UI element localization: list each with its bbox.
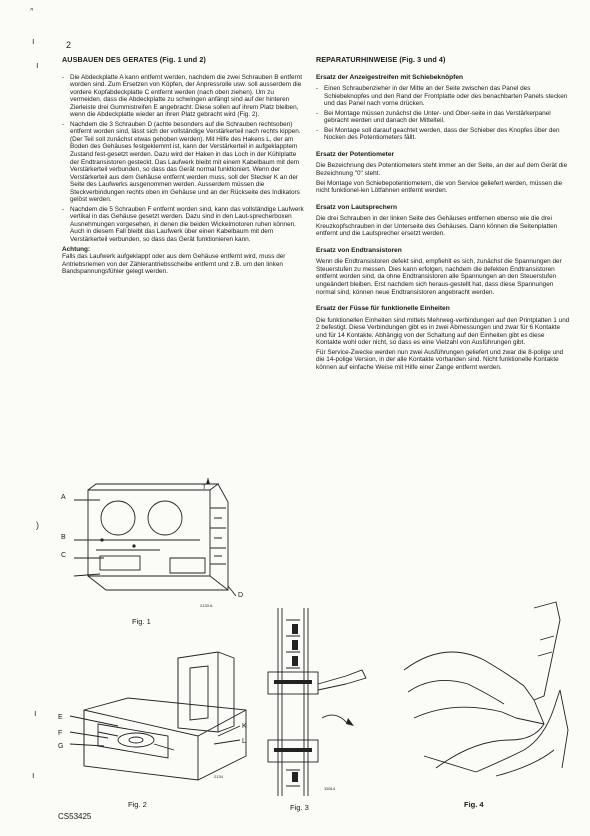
fig4-caption: Fig. 4	[464, 800, 484, 809]
fig1-label-t: T	[202, 484, 207, 491]
section-para: Die drei Schrauben in der linken Seite des Gehäuses entfernen ebenso wie die drei Kreuzkopfschrauben in der Unterseite des Gehäuses. Dann können die Seitenplatten entfernt und die Lautsprecher ersetzt werden.	[316, 215, 558, 238]
fig1-label-d: D	[238, 592, 244, 599]
fig2-caption: Fig. 2	[128, 800, 147, 809]
left-column	[62, 56, 306, 276]
left-item: - Nachdem die 5 Schrauben F entfernt worden sind, kann das vollständige Laufwerk vertikal in das Gehäuse gesetzt werden. Dazu sind in den Laut-sprecherboxen Ausnehmungen vorgesehen, in denen die beiden Wickelmotoren ruhen können. Auch in diesem Fall bleibt das Laufwerk über einen Kabelbaum mit dem Verstärkerteil verbunden, so dass das Gerät funktionieren kann.	[62, 206, 306, 244]
figure-3-drawing	[262, 600, 382, 800]
figure-4-drawing	[384, 600, 574, 795]
fig2-label-g: G	[58, 743, 64, 750]
note-title: Achtung:	[62, 245, 91, 253]
section-item: - Bei Montage müssen zunächst die Unter- und Ober-seite in das Verstärkerpanel gebracht werden und danach der Mittelteil.	[316, 110, 570, 125]
section-item: - Einen Schraubenzieher in der Mitte an der Seite zwischen das Panel des Schiebeknopfes und den Rand der Frontplatte oder des benachbarten Panels stecken und das Panel nach vorne drücken.	[316, 85, 570, 108]
margin-mark: )	[36, 520, 39, 530]
margin-mark: ı	[32, 770, 35, 780]
fig1-code: 2133 A	[200, 603, 213, 608]
fig1-label-c: C	[61, 552, 67, 559]
fig1-caption: Fig. 1	[132, 617, 151, 626]
section-para: Wenn die Endtransistoren defekt sind, empfiehlt es sich, zunächst die Spannungen der Steuerstufen zu messen. Dies kann erfolgen, nachdem die defekten Endtransistoren entfernt worden sind, da ohne Endtransistoren alle Spannungen an den Steuerstufen ungeändert bleiben. Erst nachdem sich heraus-gestellt hat, dass diese Spannungen normal sind, können neue Endtransistoren angebracht werden.	[316, 258, 562, 296]
section-title: Ersatz der Füsse für funktionelle Einheiten	[316, 305, 450, 313]
section-title: Ersatz von Lautsprechern	[316, 203, 397, 211]
fig1-label-b: B	[61, 534, 66, 541]
section-para: Die Bezeichnung des Potentiometers steht immer an der Seite, an der auf dem Gerät die Bezeichnung "0" steht.	[316, 162, 568, 178]
right-column	[316, 56, 570, 374]
section-title: Ersatz der Anzeigestreifen mit Schiebeknöpfen	[316, 73, 464, 81]
fig2-label-k: K	[242, 723, 247, 730]
fig3-code: 15514	[324, 786, 336, 791]
page-number: 2	[66, 40, 72, 50]
margin-mark: ı	[36, 60, 39, 70]
section-para: Die funktionellen Einheiten sind mittels Mehrweg-verbindungen auf den Printplatten 1 und 2 befestigt. Diese Verbindungen gibt es in zwei Abmessungen und zwar für 6 Kontakte und für 14 Kontakte. Abhängig von der Schaltung auf den Einheiten gibt es diese Kontakte wohl oder nicht, so dass es eine Vielzahl von Ausführungen gibt.	[316, 316, 570, 347]
figure-2-drawing	[58, 640, 258, 790]
figure-1-drawing	[60, 478, 250, 608]
fig3-caption: Fig. 3	[290, 803, 309, 812]
left-heading: AUSBAUEN DES GERATES (Fig. 1 und 2)	[62, 55, 206, 64]
fig1-label-a: A	[61, 494, 66, 501]
left-item: - Die Abdeckplatte A kann entfernt werden, nachdem die zwei Schrauben B entfernt worden sind. Zum Ersetzen von Köpfen, der Anpressrolle usw. soll ausserdem die vordere Kopfabdeckplatte C entfernt werden (nach oben ziehen). Um zu vermeiden, dass die Abdeckplatte zu schwingen anfängt sind auf der hinteren Zierleiste drei Gummistreifen E angebracht. Diese sollen auf ihrem Platz bleiben, wenn die Abdeckplatte wieder an ihren Platz gebracht wird (Fig. 2).	[62, 74, 306, 119]
section-para: Bei Montage von Schiebepotentiometern, die von Service geliefert werden, müssen die nicht funktionel-len Lötfahnen entfernt werden.	[316, 179, 563, 195]
document-code: CS53425	[58, 812, 92, 821]
margin-mark: ı	[34, 708, 37, 718]
section-item: - Bei Montage soll darauf geachtet werden, dass der Schieber des Knopfes über den Nocken des Potentiometers fällt.	[316, 127, 570, 142]
fig2-label-l: L	[242, 738, 246, 745]
fig2-label-e: E	[58, 714, 63, 721]
left-item: - Nachdem die 3 Schrauben D (achte besonders auf die Schrauben rechtsoben) entfernt worden sind, lässt sich der vollständige Verstärkerteil nach rechts kippen. (Der Teil soll zunächst etwas gehoben werden). Mit Hilfe des Hakens L, der am Boden des Gehäuses festgeklemmt ist, kann der Verstärkerteil in aufgeklapptem Zustand fest-gesetzt werden. Dazu wird der Haken in das Loch in der Kühlplatte der Endtransistoren gesteckt. Das Laufwerk bleibt mit einem Kabelbaum mit dem Verstärkerteil verbunden, so dass das Gerät normal funktioniert. Wenn der Verstärkerteil aus dem Gehäuse entfernt werden muss, soll der Stecker K an der Seite des Laufwerks ausgenommen werden. Ausserdem müssen die Steckverbindungen rechts oben im Gehäuse und an der Rückseite des Indikators gelöst werden.	[62, 121, 306, 204]
fig2-code: 2134	[214, 774, 223, 779]
margin-mark: ı	[32, 36, 35, 46]
section-title: Ersatz von Endtransistoren	[316, 246, 402, 254]
fig2-label-f: F	[58, 730, 63, 737]
margin-mark: ᐢ	[30, 6, 34, 16]
section-para: Für Service-Zwecke werden nun zwei Ausführungen geliefert und zwar die 8-polige und die 14-polige Version, in der alle Kontakte vorhanden sind. Nicht funktionelle Kontakte können auf einfache Weise mit Hilfe einer Zange entfernt werden.	[316, 348, 564, 371]
note-text: Falls das Laufwerk aufgeklappt oder aus dem Gehäuse entfernt wird, muss der Antriebsriemen von der Zählerantriebsscheibe entfernt und z.B. um den linken Bandspannungsfühler gelegt werden.	[62, 253, 286, 276]
section-title: Ersatz der Potentiometer	[316, 150, 395, 158]
right-heading: REPARATURHINWEISE (Fig. 3 und 4)	[316, 55, 446, 64]
